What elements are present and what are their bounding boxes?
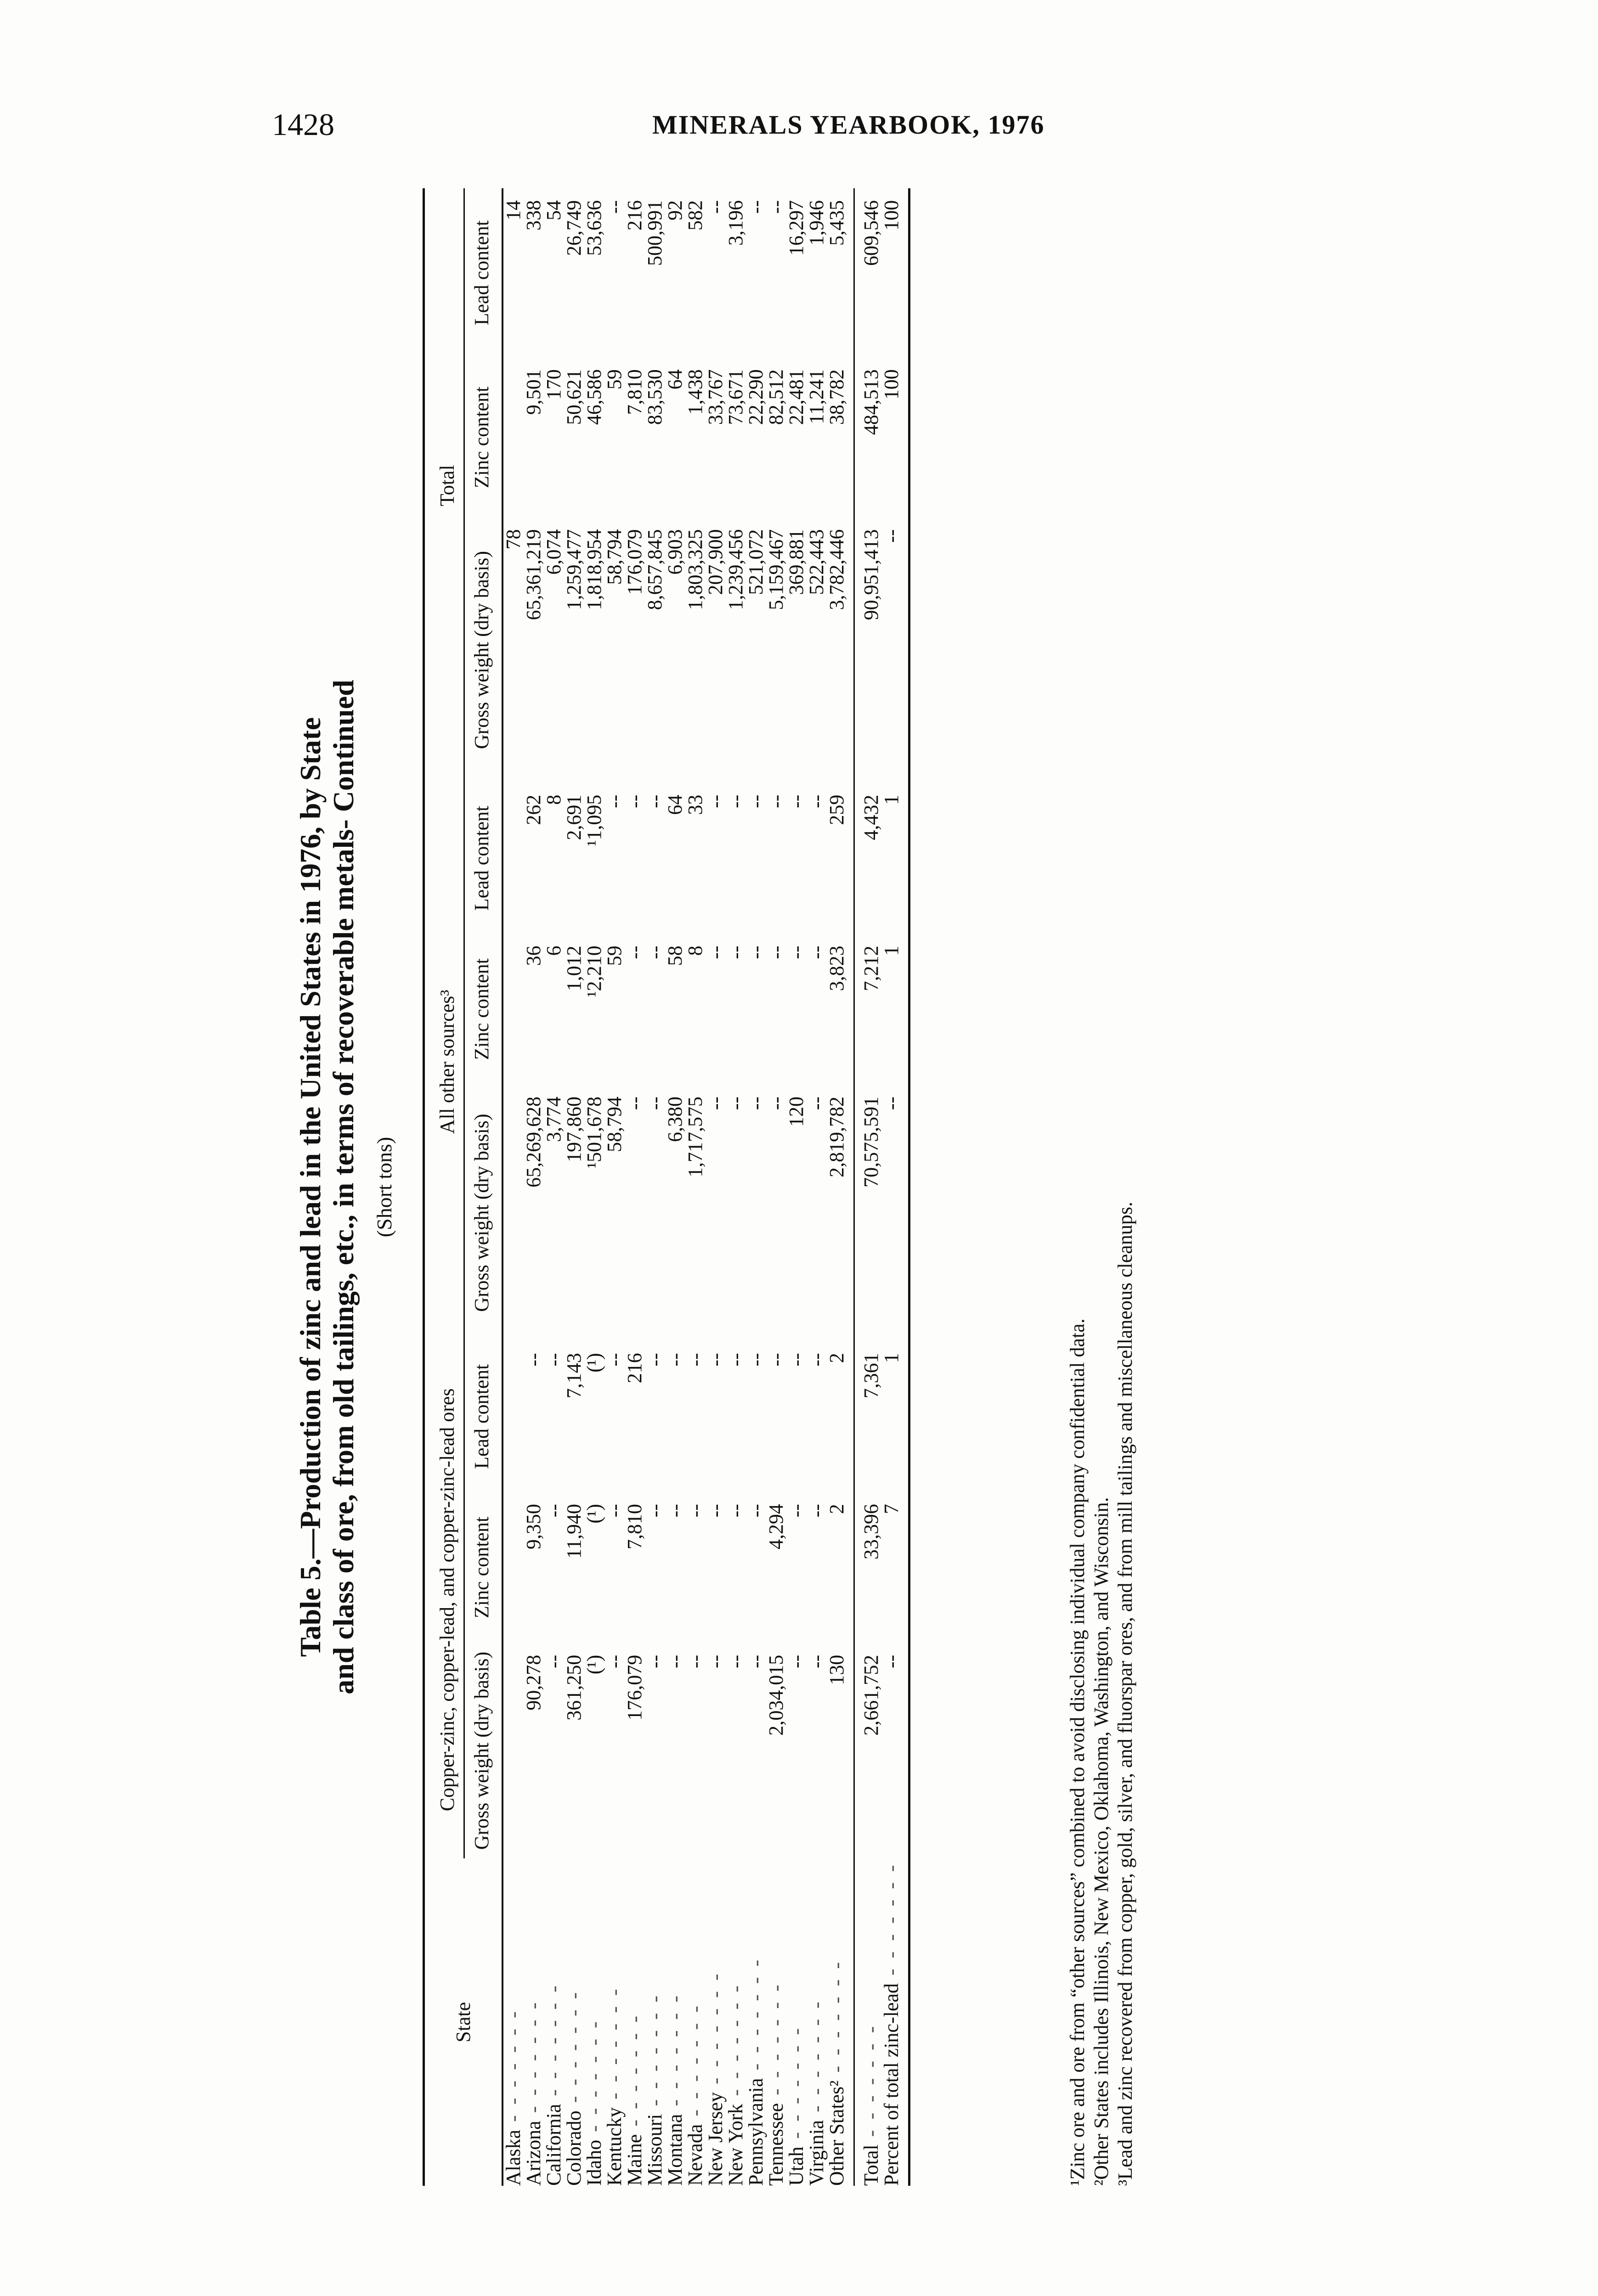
cell-c8: 82,512	[765, 369, 787, 425]
cell-c6: --	[724, 794, 747, 808]
state-name	[807, 1858, 827, 2186]
col-header-zinc-content: Zinc content	[464, 934, 503, 1085]
cell-c1: --	[603, 1654, 626, 1669]
cell-c3: --	[785, 1353, 807, 1367]
table-row	[544, 188, 564, 2186]
cell-c8: 11,241	[805, 369, 828, 424]
state-label: Virginia	[805, 2120, 828, 2186]
leader-dots: - - - - - - -	[765, 1982, 787, 2103]
state-label: Nevada	[684, 2124, 706, 2186]
cell-c2: --	[724, 1504, 747, 1518]
cell-c8: 484,513	[854, 357, 882, 517]
cell-c5: 3,823	[825, 945, 848, 991]
cell-c8: 22,481	[785, 369, 807, 425]
cell-c4: --	[765, 1096, 787, 1110]
cell-c2: 7,810	[623, 1504, 646, 1550]
cell-c7: 6,074	[542, 529, 565, 575]
cell-c9: 53,636	[583, 200, 605, 256]
cell-c2: --	[664, 1504, 686, 1518]
cell-c2: 33,396	[854, 1492, 882, 1643]
cell-c6: --	[644, 794, 666, 808]
cell-c7: 1,239,456	[724, 529, 747, 610]
cell-c1	[503, 1643, 524, 1859]
cell-c3: --	[684, 1353, 706, 1367]
cell-c9: 92	[664, 200, 686, 220]
cell-c9: --	[603, 200, 626, 214]
cell-c9: 338	[522, 200, 545, 231]
cell-c6: 8	[542, 794, 565, 805]
cell-c1: --	[704, 1654, 727, 1669]
cell-c8	[503, 357, 524, 517]
col-header-lead-content: Lead content	[464, 188, 503, 357]
state-header: State	[424, 1858, 503, 2186]
cell-c3: --	[724, 1353, 747, 1367]
table-row	[766, 188, 786, 2186]
cell-c3: --	[745, 1353, 767, 1367]
cell-c4: --	[623, 1096, 646, 1110]
cell-c5: --	[644, 945, 666, 959]
cell-c4: ¹501,678	[583, 1096, 605, 1169]
cell-c6: --	[745, 794, 767, 808]
cell-c6: 262	[522, 794, 545, 825]
state-name	[766, 1858, 786, 2186]
cell-c4: 65,269,628	[522, 1096, 545, 1187]
group-header-other-sources: All other sources³	[424, 783, 464, 1341]
state-label: Other States²	[825, 2080, 848, 2186]
cell-c6	[503, 783, 524, 934]
cell-c7: 1,803,325	[684, 529, 706, 610]
cell-c9: 26,749	[563, 200, 585, 256]
cell-c3: --	[704, 1353, 727, 1367]
percent-row	[881, 188, 909, 2186]
cell-c3: (¹)	[583, 1353, 605, 1373]
cell-c6: --	[603, 794, 626, 808]
cell-c3: --	[542, 1353, 565, 1367]
group-header-total: Total	[424, 188, 464, 783]
cell-c5: --	[745, 945, 767, 959]
leader-dots: - - - - - - -	[583, 2019, 605, 2140]
cell-c1: 176,079	[623, 1654, 646, 1721]
cell-c5: --	[704, 945, 727, 959]
state-name	[881, 1858, 909, 2186]
state-name	[544, 1858, 564, 2186]
state-label: Idaho	[583, 2139, 605, 2186]
cell-c3: --	[765, 1353, 787, 1367]
cell-c8: 59	[603, 369, 626, 390]
cell-c2: --	[805, 1504, 828, 1518]
cell-c6: --	[704, 794, 727, 808]
state-label: Kentucky	[603, 2107, 626, 2186]
state-label: Percent of total zinc-lead	[880, 1983, 903, 2186]
cell-c2: --	[603, 1504, 626, 1518]
leader-dots: - - - - - - -	[623, 2013, 646, 2134]
cell-c4: 3,774	[542, 1096, 565, 1142]
cell-c8: 33,767	[704, 369, 727, 425]
cell-c2: 11,940	[563, 1504, 585, 1559]
leader-dots: - - - - - - -	[664, 1993, 686, 2114]
cell-c3	[503, 1341, 524, 1492]
cell-c3: 2	[825, 1353, 848, 1363]
table-row	[524, 188, 544, 2186]
table-row	[685, 188, 706, 2186]
leader-dots: - - - - - - -	[805, 1999, 828, 2120]
cell-c1: --	[664, 1654, 686, 1669]
cell-c1: --	[805, 1654, 828, 1669]
cell-c7: --	[881, 518, 909, 783]
cell-c5: 1,012	[563, 945, 585, 991]
state-label: Montana	[664, 2114, 686, 2186]
table-row	[786, 188, 807, 2186]
cell-c8: 9,501	[522, 369, 545, 415]
table-row	[827, 188, 854, 2186]
state-label: Arizona	[522, 2121, 545, 2186]
leader-dots: - - - - - - -	[860, 2023, 882, 2145]
page-number: 1428	[272, 107, 334, 142]
cell-c9: --	[765, 200, 787, 214]
leader-dots: - - - - - - -	[825, 1959, 848, 2081]
cell-c1: --	[785, 1654, 807, 1669]
leader-dots: - - - - - - -	[704, 1971, 727, 2092]
cell-c9: --	[745, 200, 767, 214]
cell-c5: 6	[542, 945, 565, 956]
state-name	[503, 1858, 524, 2186]
state-label: Missouri	[644, 2114, 666, 2186]
state-name	[786, 1858, 807, 2186]
cell-c6: 4,432	[854, 783, 882, 934]
col-header-zinc-content: Zinc content	[464, 357, 503, 517]
cell-c6: 1	[881, 783, 909, 934]
cell-c8: 46,586	[583, 369, 605, 425]
state-label: Maine	[623, 2134, 646, 2186]
table-row	[625, 188, 645, 2186]
cell-c6: 2,691	[563, 794, 585, 840]
footnote-3: ³Lead and zinc recovered from copper, gold, silver, and fluorspar ores, and from mill tailings and miscellaneous cleanups.	[1114, 1202, 1136, 2186]
cell-c5: --	[623, 945, 646, 959]
cell-c2: 2	[825, 1504, 848, 1514]
state-label: Utah	[785, 2146, 807, 2186]
cell-c2	[503, 1492, 524, 1643]
cell-c6: --	[785, 794, 807, 808]
state-name	[706, 1858, 726, 2186]
cell-c9: 500,991	[644, 200, 666, 266]
cell-c1: --	[724, 1654, 747, 1669]
cell-c9: 5,435	[825, 200, 848, 246]
cell-c6: --	[623, 794, 646, 808]
cell-c7: 207,900	[704, 529, 727, 595]
cell-c5: 7,212	[854, 934, 882, 1085]
cell-c1: 130	[825, 1654, 848, 1685]
cell-c2: --	[704, 1504, 727, 1518]
state-label: California	[542, 2104, 565, 2186]
state-label: New York	[724, 2104, 747, 2186]
cell-c7: 6,903	[664, 529, 686, 575]
running-head: MINERALS YEARBOOK, 1976	[652, 110, 1045, 140]
table-row	[746, 188, 766, 2186]
cell-c1: --	[644, 1654, 666, 1669]
cell-c8: 7,810	[623, 369, 646, 415]
cell-c2: --	[542, 1504, 565, 1518]
cell-c5: --	[765, 945, 787, 959]
cell-c3: 7,143	[563, 1353, 585, 1399]
table-row	[665, 188, 685, 2186]
state-name	[524, 1858, 544, 2186]
cell-c3: 7,361	[854, 1341, 882, 1492]
cell-c2: --	[785, 1504, 807, 1518]
table-title-line-1: Table 5.—Production of zinc and lead in the United States in 1976, by State	[294, 717, 327, 1657]
cell-c5: 1	[881, 934, 909, 1085]
cell-c4: 1,717,575	[684, 1096, 706, 1177]
state-label: Tennessee	[765, 2103, 787, 2186]
cell-c2: (¹)	[583, 1504, 605, 1524]
state-name	[584, 1858, 604, 2186]
footnote-1: ¹Zinc ore and ore from “other sources” combined to avoid disclosing individual company confidential data.	[1066, 1318, 1089, 2186]
state-name	[604, 1858, 625, 2186]
rotated-table-block	[285, 188, 1148, 2186]
cell-c4: 6,380	[664, 1096, 686, 1142]
cell-c4: 58,794	[603, 1096, 626, 1152]
cell-c7: 65,361,219	[522, 529, 545, 620]
cell-c7: 78	[502, 529, 525, 550]
cell-c1: --	[684, 1654, 706, 1669]
col-header-lead-content: Lead content	[464, 783, 503, 934]
cell-c7: 522,443	[805, 529, 828, 595]
cell-c9: 100	[881, 188, 909, 357]
cell-c9: 1,946	[805, 200, 828, 246]
cell-c5: 59	[603, 945, 626, 966]
state-name	[827, 1858, 854, 2186]
footnote-2: ²Other States includes Illinois, New Mexico, Oklahoma, Washington, and Wisconsin.	[1090, 1497, 1112, 2186]
cell-c1: (¹)	[583, 1654, 605, 1675]
table-row	[584, 188, 604, 2186]
cell-c5: 8	[684, 945, 706, 956]
cell-c8: 38,782	[825, 369, 848, 425]
table-row	[604, 188, 625, 2186]
leader-dots: - - - - - - -	[745, 1957, 767, 2078]
cell-c9: 54	[542, 200, 565, 220]
cell-c3: 216	[623, 1353, 646, 1384]
col-header-zinc-content: Zinc content	[464, 1492, 503, 1643]
cell-c4: --	[644, 1096, 666, 1110]
table-row	[807, 188, 827, 2186]
cell-c2: --	[644, 1504, 666, 1518]
cell-c7: 90,951,413	[854, 518, 882, 783]
cell-c5: 58	[664, 945, 686, 966]
cell-c3: --	[644, 1353, 666, 1367]
state-label: New Jersey	[704, 2092, 727, 2186]
cell-c3: --	[805, 1353, 828, 1367]
production-table	[423, 188, 910, 2186]
cell-c5: --	[724, 945, 747, 959]
table-title-line-2: and class of ore, from old tailings, etc., in terms of recoverable metals- Continued	[327, 680, 360, 1694]
leader-dots: - - - - - - -	[684, 2003, 706, 2124]
cell-c2: 7	[881, 1492, 909, 1643]
cell-c4: 70,575,591	[854, 1085, 882, 1341]
cell-c4: --	[881, 1085, 909, 1341]
leader-dots: - - - - - - -	[603, 1986, 626, 2107]
state-label: Colorado	[563, 2110, 585, 2186]
cell-c9: --	[704, 200, 727, 214]
cell-c8: 83,530	[644, 369, 666, 425]
table-units: (Short tons)	[373, 1137, 396, 1238]
table-row	[503, 188, 524, 2186]
cell-c9: 14	[502, 200, 525, 220]
cell-c1: --	[745, 1654, 767, 1669]
state-label: Total	[860, 2144, 882, 2186]
cell-c3: --	[664, 1353, 686, 1367]
table-row	[564, 188, 584, 2186]
cell-c5: --	[805, 945, 828, 959]
state-name	[645, 1858, 665, 2186]
table-row	[645, 188, 665, 2186]
cell-c8: 22,290	[745, 369, 767, 425]
leader-dots: - - - - - - -	[880, 1862, 903, 1983]
cell-c1: --	[881, 1643, 909, 1859]
table-row	[726, 188, 746, 2186]
cell-c4: --	[745, 1096, 767, 1110]
cell-c7: 8,657,845	[644, 529, 666, 610]
leader-dots: - - - - - - -	[542, 1983, 565, 2104]
cell-c4: 120	[785, 1096, 807, 1127]
cell-c7: 1,818,954	[583, 529, 605, 610]
cell-c9: 16,297	[785, 200, 807, 256]
cell-c7: 5,159,467	[765, 529, 787, 610]
cell-c3: --	[603, 1353, 626, 1367]
cell-c9: 609,546	[854, 188, 882, 357]
cell-c7: 521,072	[745, 529, 767, 595]
cell-c7: 58,794	[603, 529, 626, 585]
state-name	[685, 1858, 706, 2186]
cell-c8: 64	[664, 369, 686, 390]
state-name	[746, 1858, 766, 2186]
cell-c4: --	[704, 1096, 727, 1110]
leader-dots: - - - - - - -	[724, 1982, 747, 2104]
cell-c6: --	[805, 794, 828, 808]
leader-dots: - - - - - - -	[502, 2009, 525, 2130]
col-header-gross-weight: Gross weight (dry basis)	[464, 1085, 503, 1341]
cell-c7: 1,259,477	[563, 529, 585, 610]
state-label: Alaska	[502, 2129, 525, 2186]
cell-c7: 176,079	[623, 529, 646, 595]
cell-c5	[503, 934, 524, 1085]
cell-c9: 582	[684, 200, 706, 231]
cell-c4: 2,819,782	[825, 1096, 848, 1177]
cell-c1: --	[542, 1654, 565, 1669]
footnotes	[1066, 1202, 1137, 2186]
cell-c2: --	[684, 1504, 706, 1518]
cell-c8: 170	[542, 369, 565, 400]
cell-c6: 259	[825, 794, 848, 825]
cell-c4: --	[724, 1096, 747, 1110]
cell-c5: ¹2,210	[583, 945, 605, 997]
cell-c1: 361,250	[563, 1654, 585, 1721]
leader-dots: - - - - - - -	[785, 2025, 807, 2147]
cell-c2: 4,294	[765, 1504, 787, 1550]
cell-c9: 216	[623, 200, 646, 231]
cell-c3: --	[522, 1353, 545, 1367]
cell-c7: 3,782,446	[825, 529, 848, 610]
col-header-lead-content: Lead content	[464, 1341, 503, 1492]
leader-dots: - - - - - - -	[522, 1999, 545, 2121]
cell-c1: 90,278	[522, 1654, 545, 1711]
cell-c3: 1	[881, 1341, 909, 1492]
cell-c8: 73,671	[724, 369, 747, 425]
cell-c1: 2,034,015	[765, 1654, 787, 1736]
cell-c9: 3,196	[724, 200, 747, 246]
leader-dots: - - - - - - -	[644, 1992, 666, 2114]
cell-c5: 36	[522, 945, 545, 966]
cell-c7: 369,881	[785, 529, 807, 595]
state-name	[564, 1858, 584, 2186]
state-name	[665, 1858, 685, 2186]
table-row	[706, 188, 726, 2186]
cell-c6: --	[765, 794, 787, 808]
cell-c6: ¹1,095	[583, 794, 605, 846]
state-name	[625, 1858, 645, 2186]
cell-c2: --	[745, 1504, 767, 1518]
cell-c8: 100	[881, 357, 909, 517]
group-header-copper-ores: Copper-zinc, copper-lead, and copper-zinc-lead ores	[424, 1341, 464, 1858]
cell-c2: 9,350	[522, 1504, 545, 1550]
col-header-gross-weight: Gross weight (dry basis)	[464, 518, 503, 783]
state-label: Pennsylvania	[745, 2078, 767, 2186]
cell-c8: 1,438	[684, 369, 706, 415]
col-header-gross-weight: Gross weight (dry basis)	[464, 1643, 503, 1859]
cell-c1: 2,661,752	[854, 1643, 882, 1859]
cell-c6: 64	[664, 794, 686, 815]
state-name	[726, 1858, 746, 2186]
state-name	[854, 1858, 882, 2186]
leader-dots: - - - - - - -	[563, 1989, 585, 2111]
cell-c4: 197,860	[563, 1096, 585, 1162]
cell-c5: --	[785, 945, 807, 959]
cell-c6: 33	[684, 794, 706, 815]
total-row	[854, 188, 882, 2186]
cell-c4	[503, 1085, 524, 1341]
cell-c8: 50,621	[563, 369, 585, 425]
cell-c4: --	[805, 1096, 828, 1110]
